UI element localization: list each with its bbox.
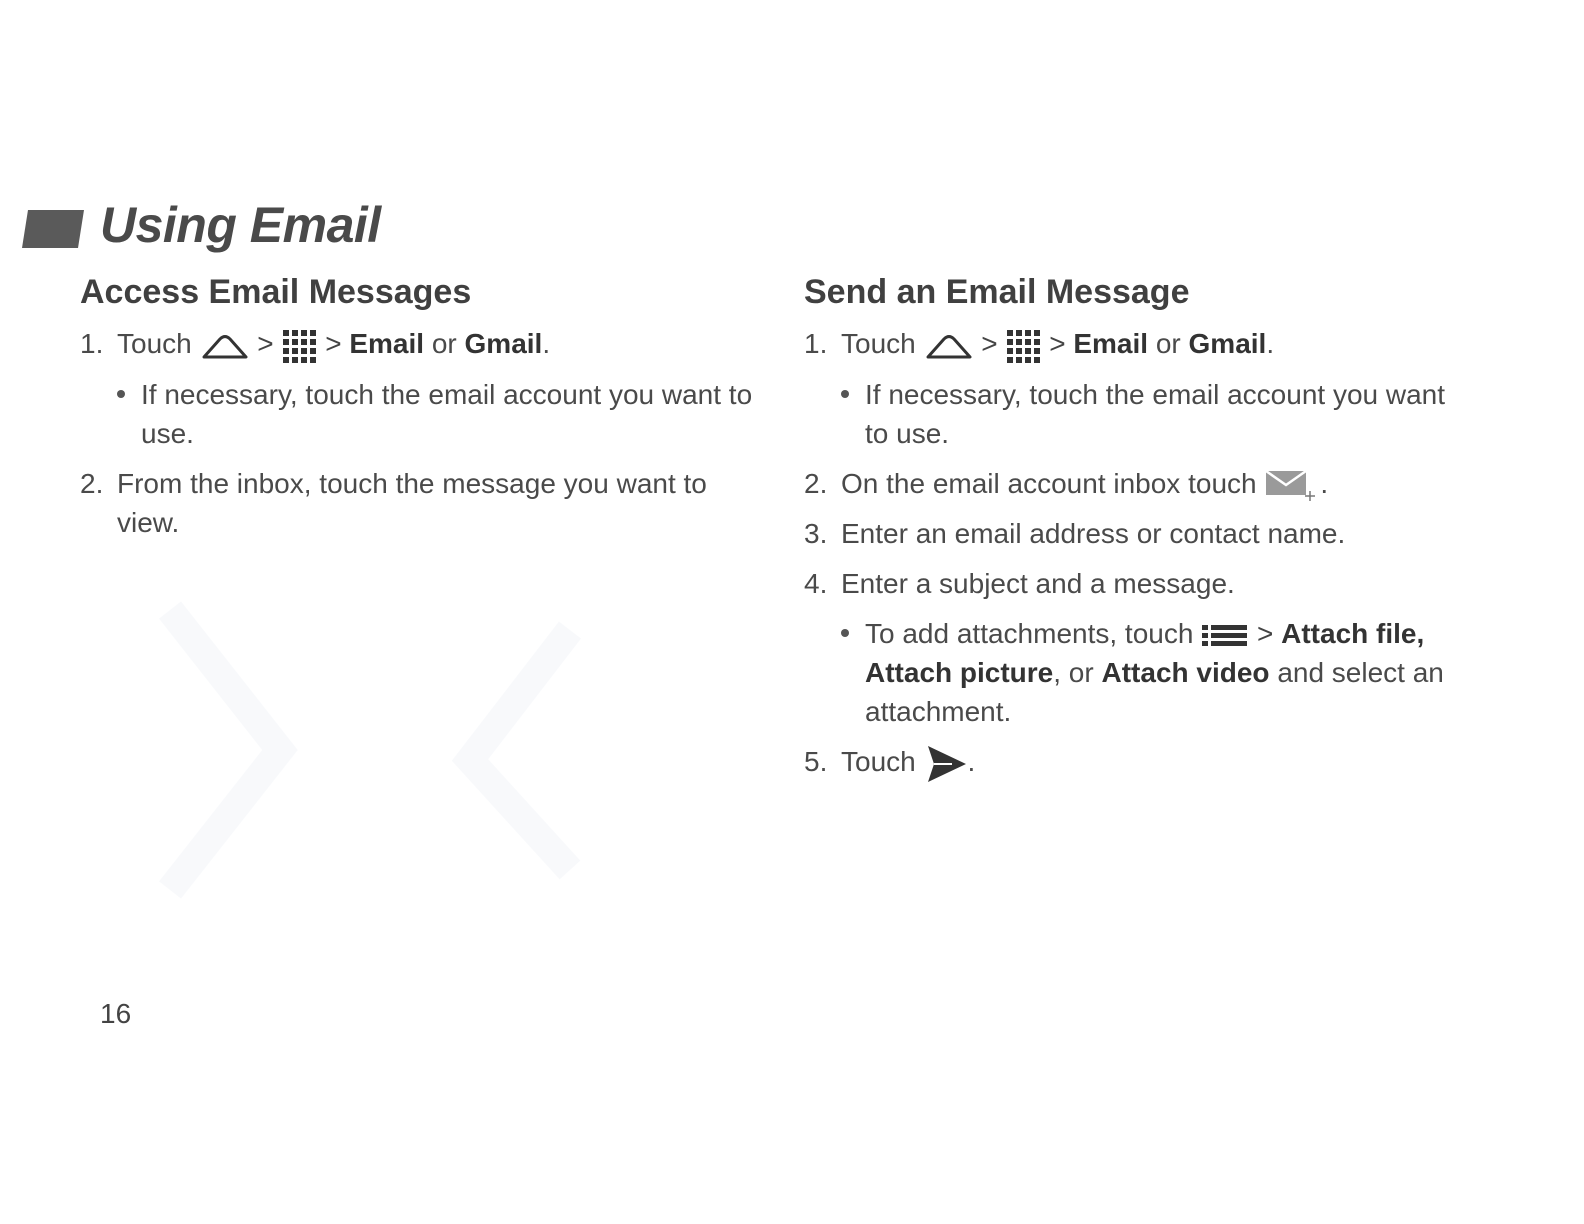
step-2	[804, 464, 1464, 504]
email-app-label: Email	[1073, 328, 1149, 360]
bullet-dot	[117, 390, 125, 398]
email-app-label: Email	[349, 328, 425, 360]
step-text: .	[1266, 328, 1275, 360]
step-text: On the email account inbox touch	[841, 467, 1257, 499]
bullet-text: To add attachments, touch	[865, 618, 1194, 650]
step-text: .	[1320, 467, 1329, 499]
gmail-app-label: Gmail	[1188, 328, 1267, 360]
step-text: From the inbox, touch the message you want to view.	[117, 467, 707, 538]
step-1	[80, 324, 770, 364]
bullet-dot	[841, 629, 849, 637]
apps-grid-icon	[1005, 328, 1041, 364]
separator: >	[981, 328, 998, 360]
step-number: 2.	[804, 467, 828, 499]
attach-picture-label: Attach picture	[865, 657, 1054, 689]
step-number: 4.	[804, 568, 828, 600]
send-icon	[924, 744, 968, 784]
bullet-item	[80, 375, 770, 453]
section-marker-icon	[22, 210, 84, 248]
section-heading: Send an Email Message	[804, 273, 1190, 311]
step-text: Touch	[841, 328, 916, 360]
step-2	[80, 464, 770, 542]
step-number: 2.	[80, 467, 104, 499]
step-number: 1.	[80, 328, 104, 360]
step-text: .	[542, 328, 551, 360]
separator: >	[1049, 328, 1066, 360]
background-watermark	[150, 590, 650, 920]
step-text: or	[1155, 328, 1181, 360]
menu-icon	[1201, 622, 1249, 650]
gmail-app-label: Gmail	[464, 328, 543, 360]
step-text: Enter a subject and a message.	[841, 568, 1235, 600]
bullet-dot	[841, 390, 849, 398]
home-icon	[924, 331, 974, 361]
step-number: 5.	[804, 746, 828, 778]
step-number: 3.	[804, 518, 828, 550]
step-1	[804, 324, 1464, 364]
step-text: or	[431, 328, 457, 360]
step-number: 1.	[804, 328, 828, 360]
separator: >	[1257, 618, 1274, 650]
step-3	[804, 514, 1464, 553]
bullet-text: If necessary, touch the email account you want to use.	[865, 378, 1446, 449]
bullet-item	[804, 614, 1464, 731]
bullet-text: and select an attachment.	[865, 657, 1444, 728]
separator: >	[257, 328, 274, 360]
page-title: Using Email	[100, 197, 381, 253]
attach-video-label: Attach video	[1101, 657, 1270, 689]
step-5	[804, 742, 1464, 784]
send-email-section	[804, 270, 1464, 795]
compose-email-icon	[1264, 467, 1320, 503]
step-text: Touch	[841, 746, 916, 778]
bullet-text: If necessary, touch the email account you want to use.	[141, 378, 753, 449]
bullet-text: , or	[1053, 657, 1094, 689]
separator: >	[325, 328, 342, 360]
access-email-section	[80, 270, 770, 553]
step-text: Touch	[117, 328, 192, 360]
section-heading: Access Email Messages	[80, 273, 472, 311]
home-icon	[200, 331, 250, 361]
attach-file-label: Attach file,	[1281, 618, 1425, 650]
step-4	[804, 564, 1464, 603]
step-text: .	[967, 746, 976, 778]
page-number: 16	[100, 998, 132, 1029]
apps-grid-icon	[281, 328, 317, 364]
step-text: Enter an email address or contact name.	[841, 518, 1346, 550]
bullet-item	[804, 375, 1464, 453]
